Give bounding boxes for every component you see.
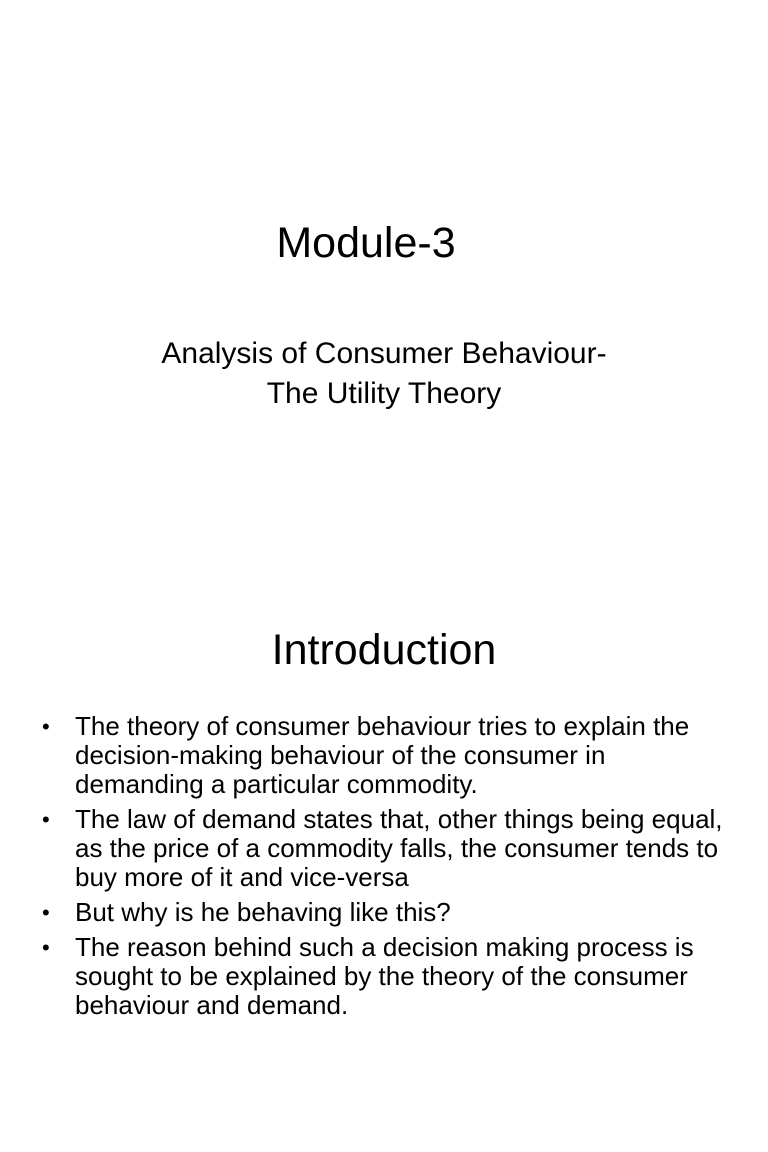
bullet-dot-icon: • — [42, 935, 50, 960]
bullet-text: But why is he behaving like this? — [75, 897, 451, 927]
module-title: Module-3 — [276, 219, 456, 267]
introduction-title: Introduction — [271, 626, 497, 674]
bullet-list — [0, 712, 768, 1026]
bullet-dot-icon: • — [42, 714, 50, 739]
bullet-dot-icon: • — [42, 900, 50, 925]
bullet-item — [0, 712, 768, 799]
introduction-slide — [0, 576, 768, 1152]
bullet-item — [0, 805, 768, 892]
subtitle-line-1: Analysis of Consumer Behaviour- — [161, 337, 607, 370]
bullet-item — [0, 933, 768, 1020]
bullet-item — [0, 898, 768, 927]
bullet-text: The reason behind such a decision making process is sought to be explained by the theory of the consumer behaviour and demand. — [75, 932, 694, 1020]
bullet-text: The theory of consumer behaviour tries to explain the decision-making behaviour of the consumer in demanding a particular commodity. — [75, 711, 690, 799]
bullet-text: The law of demand states that, other things being equal, as the price of a commodity falls, the consumer tends to buy more of it and vice-versa — [75, 804, 723, 892]
subtitle-line-2: The Utility Theory — [266, 377, 502, 410]
module-subtitle — [0, 334, 768, 414]
bullet-dot-icon: • — [42, 807, 50, 832]
